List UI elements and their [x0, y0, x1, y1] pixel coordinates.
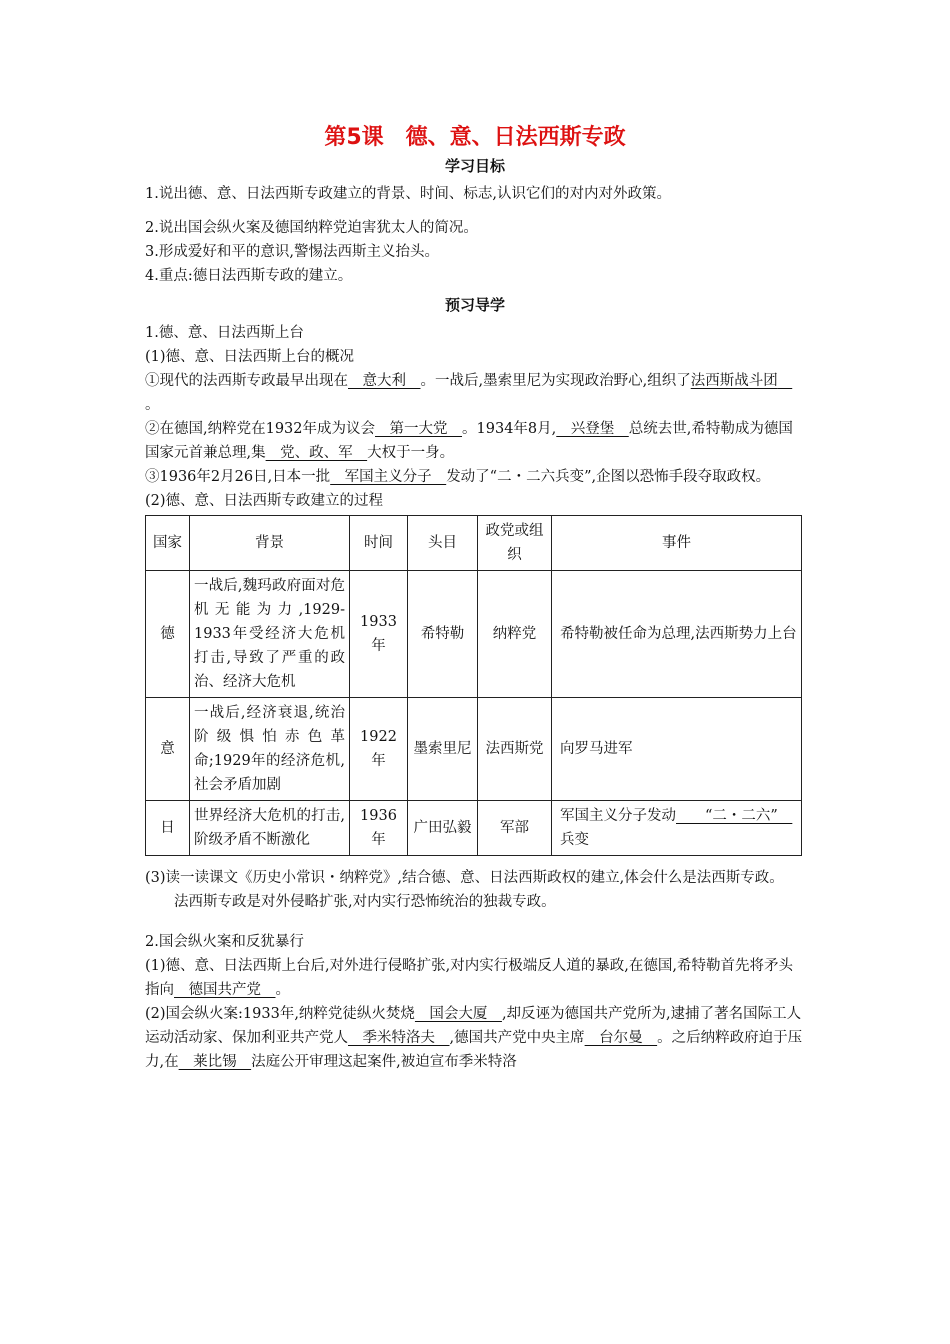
paragraph-4: (1)德、意、日法西斯上台后,对外进行侵略扩张,对内实行极端反人道的暴政,在德国,希特勒首先将矛头指向 德国共产党 。: [145, 958, 793, 998]
column-header: 政党或组织: [478, 516, 552, 571]
document-page: [145, 120, 805, 1074]
cell-time: 1922年: [350, 698, 408, 801]
cell-event: 军国主义分子发动 “二・二六” 兵变: [552, 801, 802, 856]
cell-event: 希特勒被任命为总理,法西斯势力上台: [552, 571, 802, 698]
section-title: 2.国会纵火案和反犹暴行: [145, 934, 304, 950]
column-header: 事件: [552, 516, 802, 571]
fascism-table: [145, 515, 802, 856]
fill-blank: 国会大厦: [414, 1006, 502, 1022]
cell-party: 纳粹党: [478, 571, 552, 698]
table-row: [146, 698, 802, 801]
cell-leader: 广田弘毅: [408, 801, 478, 856]
fill-blank: 党、政、军: [265, 445, 368, 461]
paragraph-1: ①现代的法西斯专政最早出现在 意大利 。一战后,墨索里尼为实现政治野心,组织了法西斯战斗团 。: [145, 373, 793, 413]
cell-party: 军部: [478, 801, 552, 856]
table-row: [146, 571, 802, 698]
cell-time: 1933年: [350, 571, 408, 698]
fill-blank: 台尔曼: [584, 1030, 658, 1046]
cell-event: 向罗马进军: [552, 698, 802, 801]
fill-blank: 第一大党: [375, 421, 463, 437]
goals-heading: 学习目标: [444, 157, 505, 175]
fill-blank: 法西斯战斗团: [690, 373, 793, 389]
cell-time: 1936年: [350, 801, 408, 856]
fill-blank: 莱比锡: [178, 1054, 252, 1070]
column-header: 头目: [408, 516, 478, 571]
cell-background: 一战后,经济衰退,统治阶级惧怕赤色革命;1929年的经济危机,社会矛盾加剧: [190, 698, 350, 801]
cell-party: 法西斯党: [478, 698, 552, 801]
table-row: [146, 801, 802, 856]
table-header-row: [146, 516, 802, 571]
fill-blank: 兴登堡: [556, 421, 629, 437]
column-header: 时间: [350, 516, 408, 571]
cell-country: 德: [146, 571, 190, 698]
cell-country: 意: [146, 698, 190, 801]
goal-item: 4.重点:德日法西斯专政的建立。: [145, 268, 353, 284]
preview-heading: 预习导学: [444, 296, 505, 314]
cell-background: 世界经济大危机的打击,阶级矛盾不断激化: [190, 801, 350, 856]
subsection-title: (1)德、意、日法西斯上台的概况: [145, 349, 355, 365]
fill-blank: 德国共产党: [174, 982, 276, 998]
subsection-title: (3)读一读课文《历史小常识・纳粹党》,结合德、意、日法西斯政权的建立,体会什么是法西斯专政。: [145, 870, 784, 886]
cell-background: 一战后,魏玛政府面对危机无能为力,1929-1933年受经济大危机打击,导致了严重的政治、经济大危机: [190, 571, 350, 698]
lesson-title: 第5课 德、意、日法西斯专政: [324, 125, 626, 150]
goal-item: 1.说出德、意、日法西斯专政建立的背景、时间、标志,认识它们的对内对外政策。: [145, 186, 671, 202]
paragraph-2: ②在德国,纳粹党在1932年成为议会 第一大党 。1934年8月, 兴登堡 总统去世,希特勒成为德国国家元首兼总理,集 党、政、军 大权于一身。: [145, 421, 793, 461]
paragraph-3: ③1936年2月26日,日本一批 军国主义分子 发动了“二・二六兵变”,企图以恐怖手段夺取政权。: [145, 469, 771, 485]
paragraph-5: (2)国会纵火案:1933年,纳粹党徒纵火焚烧 国会大厦 ,却反诬为德国共产党所为,逮捕了著名国际工人运动活动家、保加利亚共产党人 季米特洛夫 ,德国共产党中央主席 台尔曼 。之后纳粹政府迫于压力,在 莱比锡 法庭公开审理这起案件,被迫宣布季米特洛: [145, 1006, 803, 1070]
fill-blank: 意大利: [348, 373, 421, 389]
cell-leader: 墨索里尼: [408, 698, 478, 801]
fill-blank: 季米特洛夫: [348, 1030, 450, 1046]
goal-item: 2.说出国会纵火案及德国纳粹党迫害犹太人的简况。: [145, 220, 478, 236]
goal-item: 3.形成爱好和平的意识,警惕法西斯主义抬头。: [145, 244, 439, 260]
column-header: 背景: [190, 516, 350, 571]
cell-leader: 希特勒: [408, 571, 478, 698]
subsection-title: (2)德、意、日法西斯专政建立的过程: [145, 493, 384, 509]
answer-text: 法西斯专政是对外侵略扩张,对内实行恐怖统治的独裁专政。: [174, 894, 556, 910]
fill-blank: 军国主义分子: [330, 469, 447, 485]
section-title: 1.德、意、日法西斯上台: [145, 325, 304, 341]
column-header: 国家: [146, 516, 190, 571]
fill-blank: “二・二六”: [676, 808, 793, 824]
cell-country: 日: [146, 801, 190, 856]
